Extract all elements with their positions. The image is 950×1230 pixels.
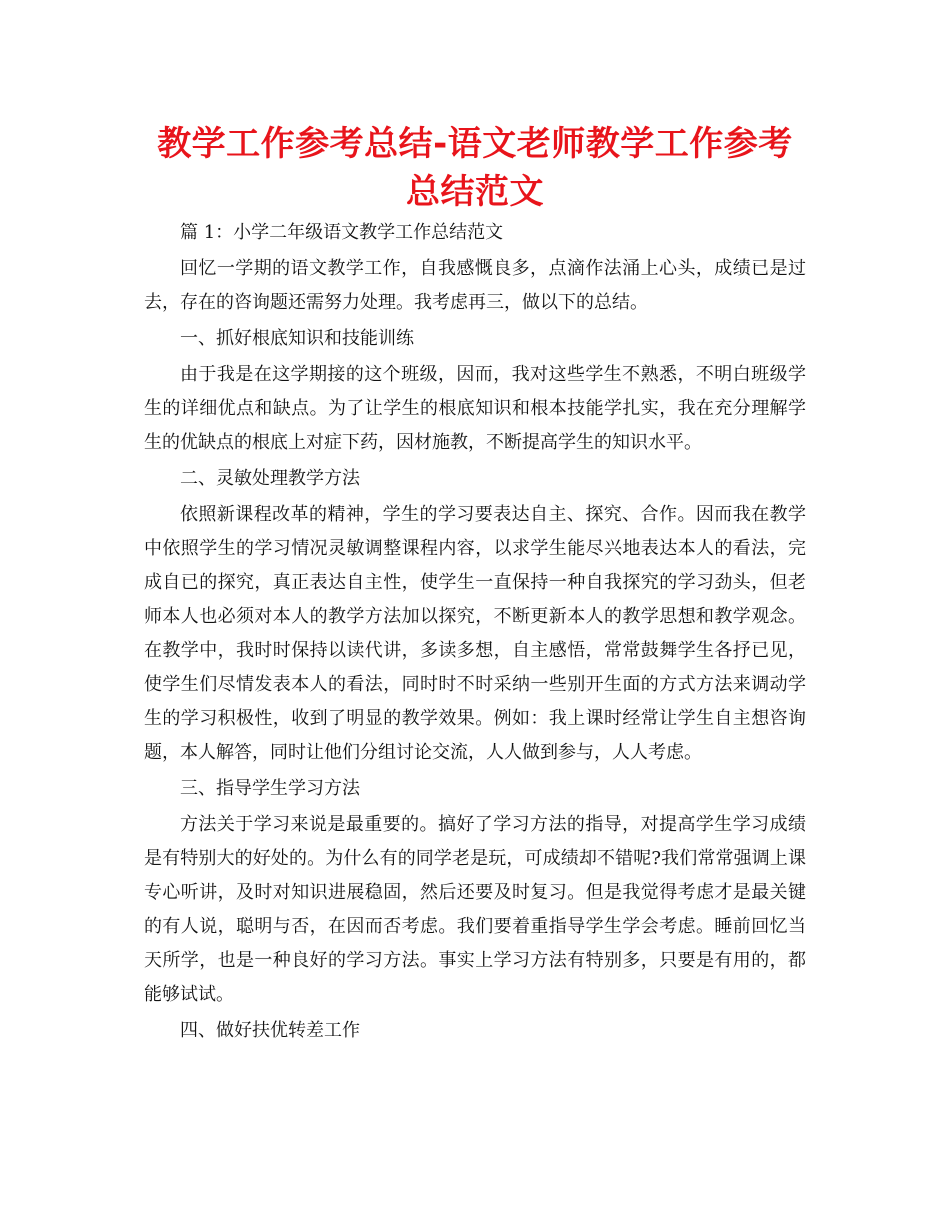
document-title: 教学工作参考总结-语文老师教学工作参考总结范文 — [157, 124, 793, 212]
paragraph: 方法关于学习来说是最重要的。搞好了学习方法的指导，对提高学生学习成绩是有特别大的好处的。为什么有的同学老是玩，可成绩却不错呢?我们常常强调上课专心听讲，及时对知识进展稳固，然后还要及时复习。但是我觉得考虑才是最关键的有人说，聪明与否，在因而否考虑。我们要着重指导学生学会考虑。睡前回忆当天所学，也是一种良好的学习方法。事实上学习方法有特别多，只要是有用的，都能够试试。 — [144, 814, 806, 1005]
paragraph: 回忆一学期的语文教学工作，自我感慨良多，点滴作法涌上心头，成绩已是过去，存在的咨询题还需努力处理。我考虑再三，做以下的总结。 — [144, 258, 806, 313]
section-heading: 三、指导学生学习方法 — [180, 778, 360, 799]
section-heading: 二、灵敏处理教学方法 — [180, 468, 360, 489]
paragraph: 依照新课程改革的精神，学生的学习要表达自主、探究、合作。因而我在教学中依照学生的学习情况灵敏调整课程内容，以求学生能尽兴地表达本人的看法，完成自已的探究，真正表达自主性，使学生一直保持一种自我探究的学习劲头，但老师本人也必须对本人的教学方法加以探究，不断更新本人的教学思想和教学观念。在教学中，我时时保持以读代讲，多读多想，自主感悟，常常鼓舞学生各抒已见，使学生们尽情发表本人的看法，同时时不时采纳一些别开生面的方式方法来调动学生的学习积极性，收到了明显的教学效果。例如：我上课时经常让学生自主想咨询题，本人解答，同时让他们分组讨论交流，人人做到参与，人人考虑。 — [144, 504, 806, 763]
paragraph: 由于我是在这学期接的这个班级，因而，我对这些学生不熟悉，不明白班级学生的详细优点和缺点。为了让学生的根底知识和根本技能学扎实，我在充分理解学生的优缺点的根底上对症下药，因材施教，不断提高学生的知识水平。 — [144, 364, 806, 453]
section-heading: 四、做好扶优转差工作 — [180, 1020, 360, 1041]
document-body — [144, 216, 806, 1050]
article-heading: 篇 1：小学二年级语文教学工作总结范文 — [180, 222, 504, 243]
section-heading: 一、抓好根底知识和技能训练 — [180, 328, 414, 349]
